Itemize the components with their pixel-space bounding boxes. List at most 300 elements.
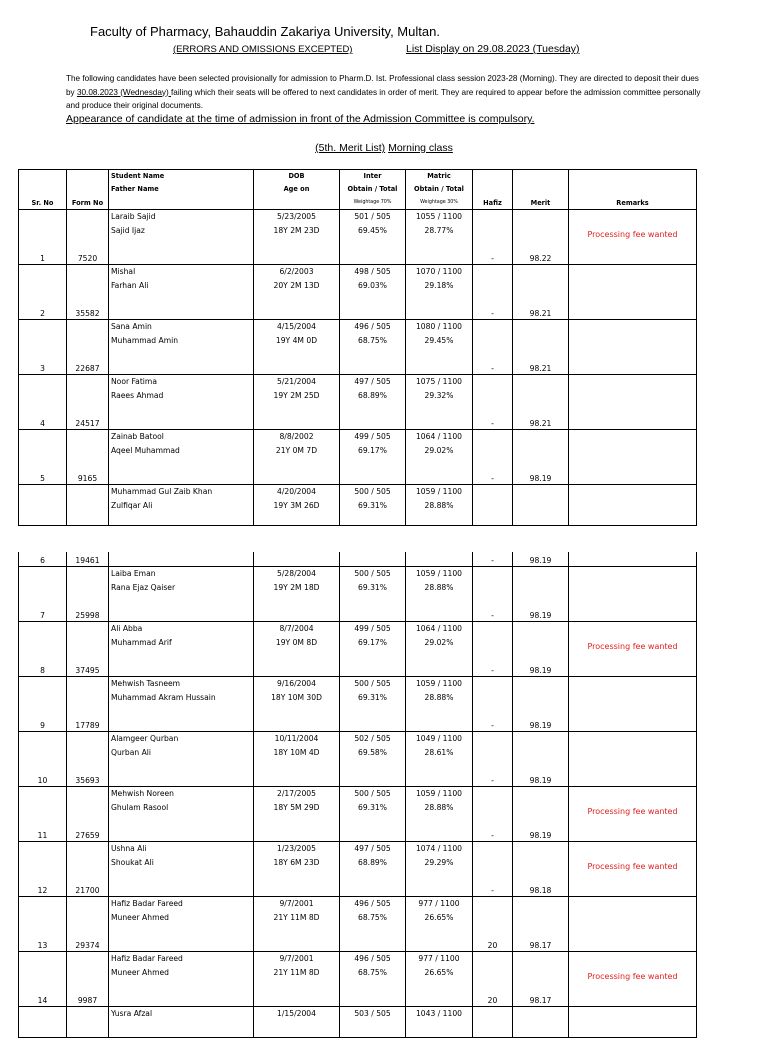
table-row	[19, 1007, 697, 1038]
table-cell	[406, 1007, 473, 1038]
table-cell	[569, 842, 697, 897]
form-no: 29374	[75, 941, 100, 950]
sr-no: 11	[37, 831, 48, 840]
dob-age	[254, 622, 339, 649]
table-cell	[19, 430, 67, 485]
matric-marks	[406, 787, 472, 814]
col-remarks: Remarks	[569, 170, 697, 210]
student-father-line2: Zulfiqar Ali	[111, 500, 153, 510]
sr-no: 7	[40, 611, 45, 620]
inter-marks-line1: 500 / 505	[354, 569, 391, 578]
table-row	[19, 567, 697, 622]
merit-value: 98.21	[529, 364, 552, 373]
matric-marks-line2: 29.32%	[424, 390, 454, 400]
form-no: 7520	[77, 254, 98, 263]
student-father-line1: Mehwish Noreen	[111, 789, 174, 798]
table-cell	[67, 210, 109, 265]
table-cell	[569, 732, 697, 787]
student-father-line1: Noor Fatima	[111, 377, 157, 386]
remarks-value: Processing fee wanted	[587, 972, 678, 981]
dob-age-line2: 18Y 6M 23D	[273, 857, 320, 867]
inter-marks	[340, 485, 405, 512]
dob-age-line2: 19Y 4M 0D	[275, 335, 318, 345]
matric-marks-line2: 28.88%	[424, 802, 454, 812]
inter-marks-line1: 502 / 505	[354, 734, 391, 743]
dob-age-line1: 5/21/2004	[277, 377, 316, 386]
header-row	[19, 170, 697, 210]
dob-age-line2: 18Y 10M 30D	[271, 692, 322, 702]
inter-marks-line2: 69.17%	[358, 637, 387, 647]
matric-marks-line2: 29.45%	[424, 335, 454, 345]
form-no: 9987	[77, 996, 98, 1005]
table-row	[19, 210, 697, 265]
table-cell	[513, 567, 569, 622]
hafiz-value: -	[491, 611, 494, 620]
student-father-line2: Shoukat Ali	[111, 857, 154, 867]
dob-age-line1: 8/7/2004	[279, 624, 314, 633]
table-cell	[109, 265, 254, 320]
table-cell	[67, 430, 109, 485]
table-cell	[513, 842, 569, 897]
inter-marks: 503 / 505	[354, 1009, 391, 1018]
col-hafiz: Hafiz	[473, 170, 513, 210]
matric-marks-line1: 1059 / 1100	[415, 487, 463, 496]
table-cell	[569, 952, 697, 1007]
table-cell	[254, 375, 340, 430]
dob-age-line1: 4/20/2004	[277, 487, 316, 496]
inter-marks-line1: 499 / 505	[354, 432, 391, 441]
table-cell	[254, 485, 340, 526]
table-cell	[340, 897, 406, 952]
table-cell	[513, 320, 569, 375]
student-father-line2: Raees Ahmad	[111, 390, 164, 400]
table-cell	[67, 375, 109, 430]
student-father	[111, 952, 183, 979]
table-cell	[340, 210, 406, 265]
student-father	[111, 622, 172, 649]
inter-marks-line2: 69.58%	[358, 747, 387, 757]
matric-marks	[406, 375, 472, 402]
dob-age-line1: 5/28/2004	[277, 569, 316, 578]
remarks-value: Processing fee wanted	[587, 642, 678, 651]
table-cell	[569, 485, 697, 526]
student-father-line1: Muhammad Gul Zaib Khan	[111, 487, 213, 496]
merit-table-page1	[18, 169, 697, 526]
student-father-line2: Muhammad Arif	[111, 637, 172, 647]
sr-no: 12	[37, 886, 48, 895]
matric-marks-line1: 1070 / 1100	[415, 267, 463, 276]
errors-note: (ERRORS AND OMISSIONS EXCEPTED)	[173, 44, 353, 55]
matric-marks	[406, 430, 472, 457]
form-no: 25998	[75, 611, 100, 620]
table-cell	[67, 842, 109, 897]
table-cell	[569, 265, 697, 320]
merit-table-page2	[18, 552, 697, 1038]
col-form-no: Form No	[67, 170, 109, 210]
student-father-line1: Mehwish Tasneem	[111, 679, 181, 688]
merit-value: 98.19	[529, 776, 552, 785]
merit-value: 98.19	[529, 611, 552, 620]
col-inter: Inter Obtain / Total Weightage 70%	[340, 170, 406, 210]
matric-marks	[406, 485, 472, 512]
table-cell	[19, 552, 67, 567]
table-cell	[254, 897, 340, 952]
table-cell	[109, 567, 254, 622]
table-cell	[406, 677, 473, 732]
matric-marks	[406, 677, 472, 704]
table-cell	[109, 485, 254, 526]
table-cell	[406, 567, 473, 622]
inter-marks	[340, 787, 405, 814]
inter-marks-line2: 69.45%	[358, 225, 387, 235]
matric-marks-line2: 26.65%	[424, 967, 454, 977]
inter-marks-line2: 69.31%	[358, 692, 387, 702]
attendance-notice: Appearance of candidate at the time of admission in front of the Admission Committee is compulsory.	[66, 113, 535, 125]
list-display-date: List Display on 29.08.2023 (Tuesday)	[406, 43, 580, 55]
dob-age	[254, 375, 339, 402]
sr-no: 3	[40, 364, 45, 373]
table-cell	[513, 787, 569, 842]
dob-age-line2: 21Y 11M 8D	[273, 967, 320, 977]
dob-age	[254, 320, 339, 347]
sr-no: 13	[37, 941, 48, 950]
table-cell	[254, 265, 340, 320]
inter-marks-line1: 499 / 505	[354, 624, 391, 633]
table-cell	[67, 732, 109, 787]
table-row	[19, 622, 697, 677]
hafiz-value: -	[491, 776, 494, 785]
matric-marks-line2: 29.02%	[424, 637, 454, 647]
student-father-line1: Mishal	[111, 267, 136, 276]
dob-age-line2: 19Y 2M 25D	[273, 390, 320, 400]
dob-age-line1: 10/11/2004	[274, 734, 319, 743]
student-father-line1: Hafiz Badar Fareed	[111, 899, 183, 908]
table-cell	[473, 952, 513, 1007]
inter-marks-line1: 496 / 505	[354, 899, 391, 908]
table-cell	[569, 897, 697, 952]
matric-marks	[406, 952, 472, 979]
table-cell	[513, 552, 569, 567]
matric-marks-line1: 1075 / 1100	[415, 377, 463, 386]
student-father-line1: Alamgeer Qurban	[111, 734, 179, 743]
table-cell	[19, 320, 67, 375]
form-no: 37495	[75, 666, 100, 675]
form-no: 27659	[75, 831, 100, 840]
table-cell	[109, 1007, 254, 1038]
table-cell	[340, 320, 406, 375]
table-cell	[254, 622, 340, 677]
table-cell	[340, 265, 406, 320]
form-no: 17789	[75, 721, 100, 730]
matric-marks-line1: 1080 / 1100	[415, 322, 463, 331]
table-cell	[406, 210, 473, 265]
student-father	[111, 320, 178, 347]
table-cell	[473, 622, 513, 677]
matric-marks	[406, 320, 472, 347]
inter-marks-line2: 69.17%	[358, 445, 387, 455]
table-cell	[569, 622, 697, 677]
student-father	[111, 787, 174, 814]
table-cell	[254, 732, 340, 787]
student-father-line2: Rana Ejaz Qaiser	[111, 582, 176, 592]
inter-marks-line2: 69.31%	[358, 582, 387, 592]
inter-marks	[340, 210, 405, 237]
table-cell	[109, 622, 254, 677]
merit-value: 98.17	[529, 941, 552, 950]
student-father-line1: Ali Abba	[111, 624, 143, 633]
table-cell	[109, 842, 254, 897]
table-cell	[569, 320, 697, 375]
matric-marks: 1043 / 1100	[415, 1009, 463, 1018]
student-father	[111, 732, 178, 759]
student-father-line2: Muhammad Akram Hussain	[111, 692, 216, 702]
student-father	[111, 265, 148, 292]
table-cell	[340, 622, 406, 677]
dob-age-line1: 5/23/2005	[277, 212, 316, 221]
merit-value: 98.19	[529, 666, 552, 675]
dob-age	[254, 567, 339, 594]
inter-marks-line1: 498 / 505	[354, 267, 391, 276]
table-cell	[254, 430, 340, 485]
matric-marks	[406, 265, 472, 292]
table-cell	[19, 732, 67, 787]
page-title: Faculty of Pharmacy, Bahauddin Zakariya University, Multan.	[90, 24, 440, 39]
student-father-line2: Muneer Ahmed	[111, 912, 169, 922]
table-cell	[254, 1007, 340, 1038]
table-cell	[513, 1007, 569, 1038]
student-father-line2: Muneer Ahmed	[111, 967, 169, 977]
dob-age	[254, 732, 339, 759]
inter-marks-line1: 496 / 505	[354, 954, 391, 963]
dob-age-line2: 19Y 0M 8D	[275, 637, 318, 647]
inter-marks-line2: 69.31%	[358, 802, 387, 812]
dob-age	[254, 265, 339, 292]
table-cell	[67, 622, 109, 677]
matric-marks	[406, 732, 472, 759]
dob-age-line2: 21Y 11M 8D	[273, 912, 320, 922]
table-cell	[19, 1007, 67, 1038]
hafiz-value: -	[491, 419, 494, 428]
table-cell	[473, 787, 513, 842]
student-father-line1: Sana Amin	[111, 322, 152, 331]
inter-marks-line1: 500 / 505	[354, 487, 391, 496]
table-cell	[340, 732, 406, 787]
inter-marks-line2: 68.89%	[358, 857, 387, 867]
table-cell	[513, 897, 569, 952]
inter-marks	[340, 732, 405, 759]
table-cell	[254, 842, 340, 897]
dob-age	[254, 430, 339, 457]
table-cell	[513, 375, 569, 430]
table-cell	[569, 210, 697, 265]
hafiz-value: -	[491, 254, 494, 263]
table-cell	[19, 622, 67, 677]
table-cell	[67, 265, 109, 320]
table-row	[19, 320, 697, 375]
student-father-line2: Qurban Ali	[111, 747, 152, 757]
matric-marks-line2: 28.88%	[424, 500, 454, 510]
dob-age-line2: 21Y 0M 7D	[275, 445, 318, 455]
dob-age	[254, 485, 339, 512]
merit-value: 98.17	[529, 996, 552, 1005]
table-cell	[406, 787, 473, 842]
merit-class-label: Morning class	[388, 142, 453, 154]
table-cell	[67, 567, 109, 622]
inter-marks	[340, 677, 405, 704]
sr-no: 14	[37, 996, 48, 1005]
sr-no: 9	[40, 721, 45, 730]
hafiz-value: -	[491, 666, 494, 675]
student-father-line1: Laiba Eman	[111, 569, 156, 578]
table-cell	[19, 787, 67, 842]
sr-no: 1	[40, 254, 45, 263]
table-cell	[406, 732, 473, 787]
inter-marks	[340, 430, 405, 457]
table-cell	[569, 677, 697, 732]
sr-no: 2	[40, 309, 45, 318]
student-father	[111, 897, 183, 924]
inter-marks-line2: 69.03%	[358, 280, 387, 290]
table-cell	[19, 265, 67, 320]
matric-marks-line1: 977 / 1100	[418, 899, 460, 908]
table-cell	[406, 265, 473, 320]
table-row	[19, 952, 697, 1007]
merit-value: 98.19	[529, 831, 552, 840]
dob-age-line2: 18Y 10M 4D	[273, 747, 320, 757]
table-cell	[569, 430, 697, 485]
hafiz-value: 20	[487, 996, 498, 1005]
inter-marks-line1: 496 / 505	[354, 322, 391, 331]
table-row	[19, 677, 697, 732]
table-cell	[473, 265, 513, 320]
matric-marks-line2: 28.61%	[424, 747, 454, 757]
student-father	[111, 567, 175, 594]
table-cell	[473, 1007, 513, 1038]
dob-age	[254, 842, 339, 869]
matric-marks-line2: 29.29%	[424, 857, 454, 867]
merit-value: 98.21	[529, 309, 552, 318]
table-cell	[473, 430, 513, 485]
table-cell	[254, 567, 340, 622]
form-no: 22687	[75, 364, 100, 373]
table-cell	[19, 677, 67, 732]
table-cell	[473, 375, 513, 430]
matric-marks-line1: 1055 / 1100	[415, 212, 463, 221]
table-cell	[254, 677, 340, 732]
matric-marks-line2: 28.77%	[424, 225, 454, 235]
student-father	[111, 430, 180, 457]
sr-no: 10	[37, 776, 48, 785]
student-father-line2: Aqeel Muhammad	[111, 445, 180, 455]
remarks-value: Processing fee wanted	[587, 862, 678, 871]
inter-marks	[340, 622, 405, 649]
col-dob-age: DOB Age on	[254, 170, 340, 210]
table-cell	[473, 732, 513, 787]
table-cell	[109, 552, 254, 567]
inter-marks	[340, 375, 405, 402]
table-cell	[67, 897, 109, 952]
dob-age	[254, 952, 339, 979]
inter-marks	[340, 842, 405, 869]
col-sr-no: Sr. No	[19, 170, 67, 210]
dob-age	[254, 210, 339, 237]
matric-marks-line1: 1049 / 1100	[415, 734, 463, 743]
dob-age-line1: 1/23/2005	[277, 844, 316, 853]
dob-age-line2: 20Y 2M 13D	[273, 280, 320, 290]
student-father-line2: Muhammad Amin	[111, 335, 179, 345]
table-cell	[19, 842, 67, 897]
student-father	[111, 210, 156, 237]
inter-marks	[340, 320, 405, 347]
merit-value: 98.19	[529, 556, 552, 565]
table-cell	[406, 320, 473, 375]
table-row	[19, 485, 697, 526]
matric-marks-line1: 1064 / 1100	[415, 624, 463, 633]
table-cell	[254, 552, 340, 567]
inter-marks-line2: 68.75%	[358, 912, 387, 922]
table-cell	[513, 622, 569, 677]
dob-age-line1: 9/16/2004	[277, 679, 316, 688]
table-cell	[340, 485, 406, 526]
inter-marks	[340, 567, 405, 594]
student-father-line1: Hafiz Badar Fareed	[111, 954, 183, 963]
form-no: 35693	[75, 776, 100, 785]
table-cell	[406, 952, 473, 1007]
inter-marks-line2: 69.31%	[358, 500, 387, 510]
table-cell	[473, 485, 513, 526]
matric-marks-line1: 1059 / 1100	[415, 789, 463, 798]
inter-marks	[340, 897, 405, 924]
table-cell	[340, 375, 406, 430]
table-cell	[473, 897, 513, 952]
sr-no: 5	[40, 474, 45, 483]
hafiz-value: -	[491, 556, 494, 565]
table-cell	[513, 430, 569, 485]
inter-marks-line2: 68.75%	[358, 967, 387, 977]
sr-no: 4	[40, 419, 45, 428]
table-cell	[340, 552, 406, 567]
table-cell	[473, 320, 513, 375]
hafiz-value: 20	[487, 941, 498, 950]
table-cell	[569, 552, 697, 567]
table-cell	[340, 430, 406, 485]
inter-marks	[340, 952, 405, 979]
table-cell	[109, 320, 254, 375]
table-cell	[406, 485, 473, 526]
table-cell	[569, 787, 697, 842]
matric-marks-line2: 29.18%	[424, 280, 454, 290]
matric-marks-line1: 1059 / 1100	[415, 569, 463, 578]
intro-part2: failing which their seats will be offered to next candidates in order of merit. They are required to appear before the admission committee personally and produce their original documents.	[66, 87, 701, 110]
table-cell	[340, 952, 406, 1007]
table-cell	[109, 732, 254, 787]
table-cell	[254, 787, 340, 842]
merit-list-title	[0, 142, 768, 154]
merit-value: 98.18	[529, 886, 552, 895]
hafiz-value: -	[491, 474, 494, 483]
deadline: 30.08.2023 (Wednesday)	[76, 87, 172, 97]
student-father-line1: Ushna Ali	[111, 844, 147, 853]
table-cell	[109, 210, 254, 265]
table-cell	[406, 375, 473, 430]
matric-marks-line2: 28.88%	[424, 692, 454, 702]
student-father-line1: Laraib Sajid	[111, 212, 156, 221]
student-father	[111, 375, 163, 402]
table-cell	[406, 430, 473, 485]
dob-age-line2: 19Y 3M 26D	[273, 500, 320, 510]
student-father-line2: Sajid Ijaz	[111, 225, 145, 235]
table-cell	[569, 1007, 697, 1038]
